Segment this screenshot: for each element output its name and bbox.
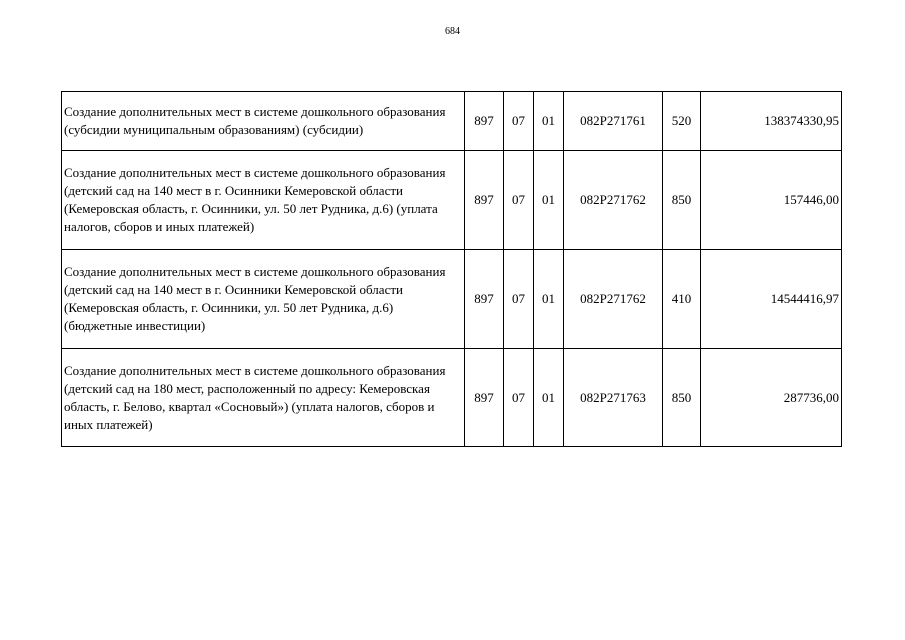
row-vr-code: 850 bbox=[663, 151, 701, 250]
row-cs-code: 082P271761 bbox=[564, 92, 663, 151]
row-pr-code: 01 bbox=[534, 250, 564, 349]
row-rz-code: 07 bbox=[504, 349, 534, 447]
row-amount: 14544416,97 bbox=[701, 250, 842, 349]
row-pr-code: 01 bbox=[534, 349, 564, 447]
row-amount: 157446,00 bbox=[701, 151, 842, 250]
row-description: Создание дополнительных мест в системе дошкольного образования (субсидии муниципальным образованиям) (субсидии) bbox=[62, 92, 465, 151]
row-description: Создание дополнительных мест в системе дошкольного образования (детский сад на 180 мест, расположенный по адресу: Кемеровская область, г. Белово, квартал «Сосновый») (уплата налогов, сборов и иных платежей) bbox=[62, 349, 465, 447]
page-number: 684 bbox=[445, 26, 460, 37]
row-gr-code: 897 bbox=[465, 92, 504, 151]
row-description: Создание дополнительных мест в системе дошкольного образования (детский сад на 140 мест в г. Осинники Кемеровской области (Кемеровская область, г. Осинники, ул. 50 лет Рудника, д.6) (бюджетные инвестиции) bbox=[62, 250, 465, 349]
row-vr-code: 850 bbox=[663, 349, 701, 447]
table-row bbox=[62, 92, 842, 151]
row-amount: 287736,00 bbox=[701, 349, 842, 447]
row-cs-code: 082P271762 bbox=[564, 151, 663, 250]
table-row bbox=[62, 250, 842, 349]
row-gr-code: 897 bbox=[465, 349, 504, 447]
row-description: Создание дополнительных мест в системе дошкольного образования (детский сад на 140 мест в г. Осинники Кемеровской области (Кемеровская область, г. Осинники, ул. 50 лет Рудника, д.6) (уплата налогов, сборов и иных платежей) bbox=[62, 151, 465, 250]
row-gr-code: 897 bbox=[465, 250, 504, 349]
row-rz-code: 07 bbox=[504, 151, 534, 250]
row-pr-code: 01 bbox=[534, 151, 564, 250]
table-row bbox=[62, 151, 842, 250]
row-rz-code: 07 bbox=[504, 92, 534, 151]
table-row bbox=[62, 349, 842, 447]
row-cs-code: 082P271763 bbox=[564, 349, 663, 447]
budget-table bbox=[61, 91, 842, 447]
row-amount: 138374330,95 bbox=[701, 92, 842, 151]
row-vr-code: 410 bbox=[663, 250, 701, 349]
row-rz-code: 07 bbox=[504, 250, 534, 349]
row-cs-code: 082P271762 bbox=[564, 250, 663, 349]
row-vr-code: 520 bbox=[663, 92, 701, 151]
row-pr-code: 01 bbox=[534, 92, 564, 151]
row-gr-code: 897 bbox=[465, 151, 504, 250]
